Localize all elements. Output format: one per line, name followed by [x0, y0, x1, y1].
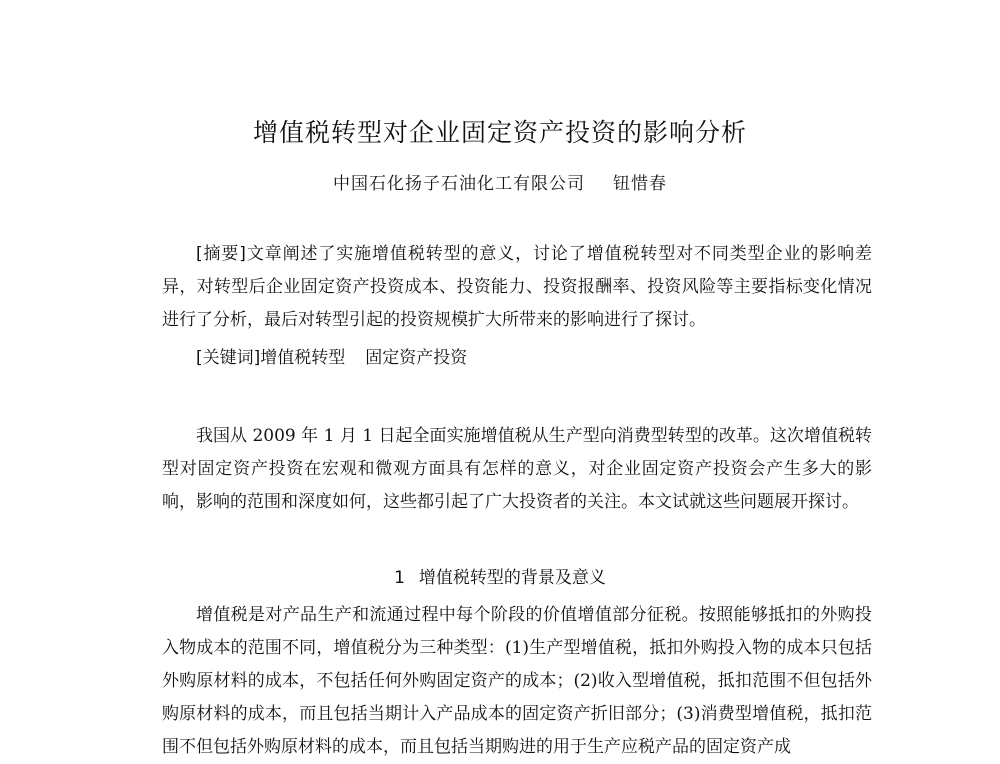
- affiliation: 中国石化扬子石油化工有限公司: [333, 174, 585, 194]
- author-line: [0, 172, 1000, 196]
- intro-text: 我国从 2009 年 1 月 1 日起全面实施增值税从生产型向消费型转型的改革。这次增值税转型对固定资产投资在宏观和微观方面具有怎样的意义，对企业固定资产投资会产生多大的影响，影响的范围和深度如何，这些都引起了广大投资者的关注。本文试就这些问题展开探讨。: [162, 426, 872, 512]
- author-name: 钮惜春: [613, 174, 667, 194]
- keywords: [162, 342, 872, 375]
- section-body: [162, 599, 872, 764]
- abstract-text: 文章阐述了实施增值税转型的意义，讨论了增值税转型对不同类型企业的影响差异，对转型后企业固定资产投资成本、投资能力、投资报酬率、投资风险等主要指标变化情况进行了分析，最后对转型引起的投资规模扩大所带来的影响进行了探讨。: [162, 244, 873, 330]
- paper-title: 增值税转型对企业固定资产投资的影响分析: [252, 118, 747, 147]
- section-title: 增值税转型的背景及意义: [418, 568, 606, 588]
- section-number: 1: [394, 568, 405, 588]
- keyword-item: 增值税转型: [260, 348, 346, 368]
- keywords-tag: [关键词]: [196, 348, 261, 368]
- abstract-tag: [摘要]: [196, 244, 246, 264]
- section-heading: [0, 566, 1000, 590]
- keyword-item: 固定资产投资: [365, 348, 468, 368]
- abstract: [162, 238, 872, 337]
- intro-paragraph: [162, 420, 872, 519]
- section-paragraph: 增值税是对产品生产和流通过程中每个阶段的价值增值部分征税。按照能够抵扣的外购投入物成本的范围不同，增值税分为三种类型：(1)生产型增值税，抵扣外购投入物的成本只包括外购原材料的成本，不包括任何外购固定资产的成本；(2)收入型增值税，抵扣范围不但包括外购原材料的成本，而且包括当期计入产品成本的固定资产折旧部分；(3)消费型增值税，抵扣范围不但包括外购原材料的成本，而且包括当期购进的用于生产应税产品的固定资产成: [162, 605, 872, 757]
